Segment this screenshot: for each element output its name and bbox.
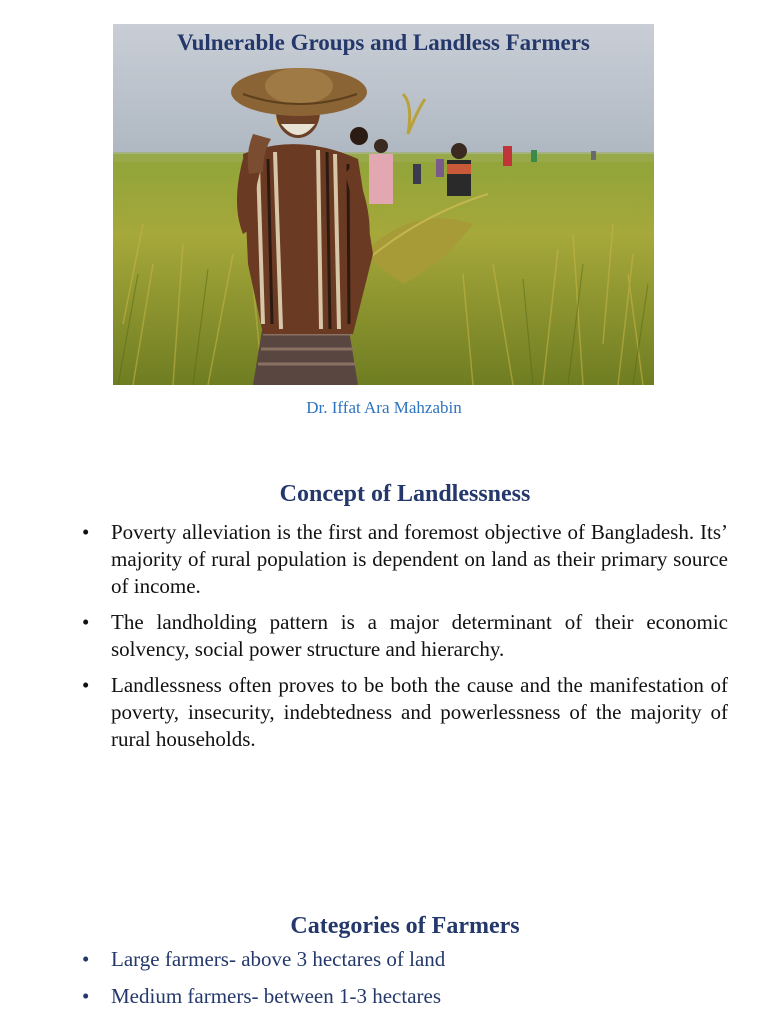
bullet-text: Medium farmers- between 1-3 hectares — [111, 984, 442, 1008]
concept-bullet-list — [80, 519, 728, 762]
categories-bullet-list — [80, 946, 728, 1020]
bullet-text: The landholding pattern is a major determinant of their economic solvency, social power structure and hierarchy. — [111, 610, 728, 661]
bullet-text: Large farmers- above 3 hectares of land — [111, 947, 446, 971]
author-name: Dr. Iffat Ara Mahzabin — [306, 398, 462, 417]
farmer-photo — [113, 24, 654, 385]
concept-heading: Concept of Landlessness — [279, 481, 531, 507]
list-item — [80, 609, 728, 663]
categories-heading: Categories of Farmers — [290, 913, 520, 939]
bullet-icon: • — [82, 520, 90, 544]
bullet-text: Landlessness often proves to be both the cause and the manifestation of poverty, insecurity, indebtedness and powerlessness of the majority of rural households. — [111, 673, 728, 751]
slide-title: Vulnerable Groups and Landless Farmers — [177, 30, 590, 55]
bullet-icon: • — [82, 947, 90, 971]
bullet-icon: • — [82, 673, 90, 697]
bullet-icon: • — [82, 984, 90, 1008]
bullet-icon: • — [82, 610, 90, 634]
list-item — [80, 946, 728, 973]
list-item — [80, 672, 728, 753]
list-item — [80, 519, 728, 600]
list-item — [80, 983, 728, 1010]
bullet-text: Poverty alleviation is the first and foremost objective of Bangladesh. Its’ majority of rural population is dependent on land as their primary source of income. — [111, 520, 728, 598]
